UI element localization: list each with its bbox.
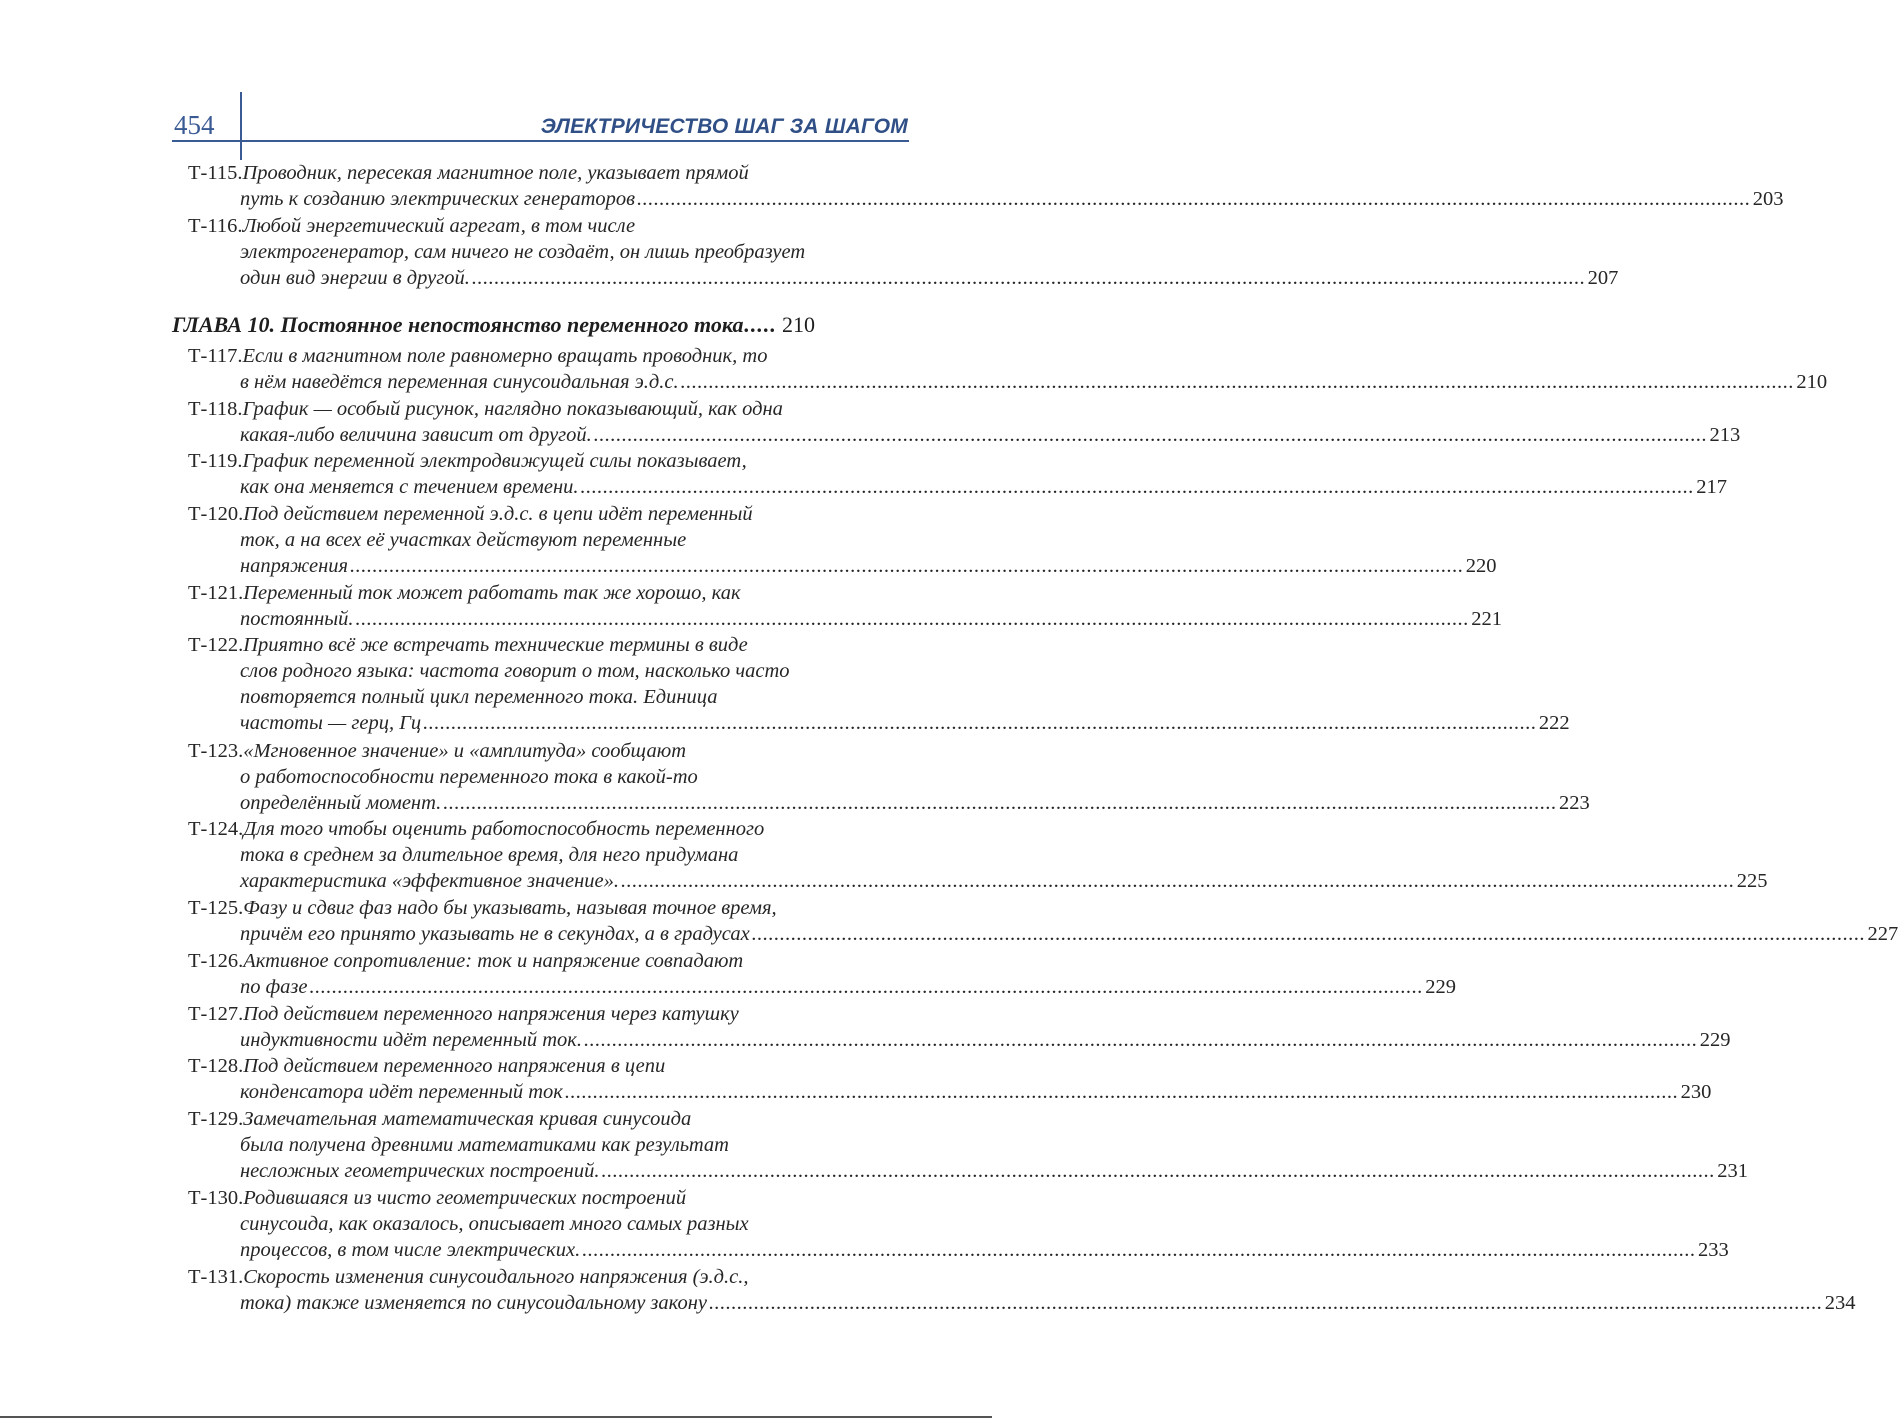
- toc-entry-text: ток, а на всех её участках действуют переменные: [240, 528, 687, 551]
- toc-entry-line: [188, 816, 908, 842]
- toc-entry-line: [188, 658, 908, 684]
- toc-entry[interactable]: [188, 1053, 1712, 1105]
- toc-entry-line: [188, 606, 1503, 632]
- toc-page-number: 230: [1680, 1081, 1712, 1104]
- toc-entry-number: Т-115.: [188, 162, 243, 184]
- toc-entry-line: [188, 448, 908, 474]
- toc-dot-leader: [565, 1079, 1679, 1105]
- toc-entry[interactable]: [188, 816, 1768, 894]
- toc-entry-text: как она меняется с течением времени.: [240, 476, 579, 499]
- toc-entry-text: Под действием переменной э.д.с. в цепи идёт переменный: [243, 502, 753, 525]
- toc-entry-number: Т-119.: [188, 450, 243, 473]
- toc-dot-leader: [443, 790, 1557, 816]
- toc-entry-number: Т-121.: [188, 581, 244, 604]
- toc-entry-text: процессов, в том числе электрических.: [240, 1238, 581, 1261]
- toc-entry-text: тока) также изменяется по синусоидальному закону: [240, 1291, 707, 1314]
- toc-entry-text: была получена древними математиками как результат: [240, 1133, 729, 1156]
- toc-entry-text: по фазе: [240, 975, 308, 998]
- toc-entry-text: Для того чтобы оценить работоспособность переменного: [243, 818, 765, 841]
- toc-entry-text: Под действием переменного напряжения через катушку: [243, 1002, 739, 1025]
- toc-entry-text: напряжения: [240, 554, 349, 577]
- toc-page-number: 220: [1465, 554, 1497, 577]
- toc-dot-leader: [581, 474, 1695, 500]
- toc-entry-text: несложных геометрических построений.: [240, 1159, 600, 1182]
- toc-entry-text: График — особый рисунок, наглядно показывающий, как одна: [242, 397, 783, 420]
- toc-entry-text: постоянный.: [240, 607, 354, 630]
- toc-entry-text: Скорость изменения синусоидального напряжения (э.д.с.,: [243, 1265, 749, 1288]
- toc-entry-text: путь к созданию электрических генераторов: [240, 188, 636, 210]
- toc-entry-number: Т-131.: [188, 1265, 244, 1288]
- toc-entry-line: [188, 868, 1768, 894]
- toc-entry-line: [188, 948, 908, 974]
- toc-entry-line: [188, 921, 1898, 947]
- toc-dot-leader: [601, 1158, 1715, 1184]
- toc-entry-line: [188, 553, 1497, 579]
- toc-entry-line: [188, 1053, 908, 1079]
- toc-dot-leader: [709, 1290, 1823, 1316]
- toc-entry-number: Т-118.: [188, 397, 243, 420]
- toc-dot-leader: [423, 710, 1537, 736]
- toc-entry-text: электрогенератор, сам ничего не создаёт, он лишь преобразует: [240, 240, 806, 263]
- toc-entry-line: [188, 738, 908, 764]
- toc-entry-line: [188, 1079, 1712, 1105]
- toc-page-number: 203: [1752, 188, 1784, 210]
- toc-entry[interactable]: [188, 580, 1503, 632]
- toc-dot-leader: [310, 974, 1424, 1000]
- toc-entry-text: Фазу и сдвиг фаз надо бы указывать, называя точное время,: [243, 897, 777, 920]
- toc-entry-line: [188, 474, 1728, 500]
- toc-entry-line: [188, 1001, 908, 1027]
- toc-entry[interactable]: [188, 160, 1784, 212]
- toc-entry-text: какая-либо величина зависит от другой.: [240, 423, 592, 446]
- toc-entry[interactable]: [188, 1106, 1748, 1184]
- toc-entry-line: [188, 160, 908, 186]
- chapter-leader: .....: [743, 312, 776, 337]
- toc-entry-line: [188, 396, 908, 422]
- toc-entry-line: [188, 1185, 908, 1211]
- toc-entry[interactable]: [188, 343, 1828, 395]
- toc-entry-text: слов родного языка: частота говорит о том, насколько часто: [240, 660, 790, 683]
- toc-entry-text: индуктивности идёт переменный ток.: [240, 1028, 582, 1051]
- toc-entry-line: [188, 1027, 1731, 1053]
- toc-entry-text: синусоида, как оказалось, описывает много самых разных: [240, 1212, 749, 1235]
- toc-entry-line: [188, 186, 1784, 212]
- toc-entry-line: [188, 632, 908, 658]
- toc-entry-number: Т-117.: [188, 345, 243, 367]
- toc-dot-leader: [752, 921, 1866, 947]
- toc-entry[interactable]: [188, 948, 1457, 1000]
- toc-entry-line: [188, 790, 1590, 816]
- toc-page-number: 217: [1696, 476, 1728, 499]
- toc-entry-number: Т-122.: [188, 634, 244, 657]
- toc-page-number: 207: [1587, 266, 1619, 289]
- toc-entry-number: Т-123.: [188, 739, 244, 762]
- toc-entry-text: причём его принято указывать не в секундах, а в градусах: [240, 923, 750, 946]
- toc-entry-line: [188, 1106, 908, 1132]
- toc-entry-text: Приятно всё же встречать технические термины в виде: [243, 634, 748, 657]
- toc-page-number: 227: [1867, 923, 1898, 946]
- toc-entry[interactable]: [188, 501, 1497, 579]
- toc-dot-leader: [594, 422, 1708, 448]
- toc-entry-line: [188, 1290, 1856, 1316]
- toc-page-number: 213: [1709, 423, 1741, 446]
- toc-entry-line: [188, 710, 1570, 736]
- toc-entry-line: [188, 527, 908, 553]
- toc-entry-line: [188, 1132, 908, 1158]
- toc-page-number: 210: [1796, 371, 1828, 393]
- toc-page-number: 229: [1425, 975, 1457, 998]
- toc-entry-number: Т-116.: [188, 214, 243, 237]
- toc-entry-text: Активное сопротивление: ток и напряжение совпадают: [243, 949, 744, 972]
- toc-entry-text: Если в магнитном поле равномерно вращать проводник, то: [242, 345, 768, 367]
- toc-entry-line: [188, 422, 1741, 448]
- running-title: ЭЛЕКТРИЧЕСТВО ШАГ ЗА ШАГОМ: [540, 115, 908, 138]
- toc-entry-text: характеристика «эффективное значение».: [240, 870, 619, 893]
- toc-entry-line: [188, 239, 908, 265]
- toc-entry[interactable]: [188, 1185, 1729, 1263]
- toc-page-number: 231: [1717, 1159, 1748, 1182]
- toc-page-number: 233: [1697, 1238, 1729, 1261]
- toc-entry-text: «Мгновенное значение» и «амплитуда» сообщают: [243, 739, 687, 762]
- toc-entry-number: Т-130.: [188, 1186, 244, 1209]
- toc-entry-number: Т-120.: [188, 502, 244, 525]
- page-bottom-rule: [0, 1416, 992, 1418]
- toc-entry-text: Замечательная математическая кривая синусоида: [243, 1107, 692, 1130]
- toc-entry-text: Переменный ток может работать так же хорошо, как: [243, 581, 741, 604]
- toc-entry[interactable]: [188, 1264, 1856, 1316]
- toc-page-number: 222: [1538, 712, 1570, 735]
- toc-entry[interactable]: [188, 738, 1590, 816]
- toc-entry-line: [188, 343, 908, 369]
- toc-dot-leader: [356, 606, 1470, 632]
- toc-entry[interactable]: [188, 396, 1741, 448]
- toc-entry[interactable]: [188, 448, 1728, 500]
- toc-entry-line: [188, 764, 908, 790]
- chapter-heading[interactable]: [172, 310, 908, 340]
- page-number: 454: [174, 110, 215, 140]
- toc-page-number: 223: [1559, 791, 1590, 814]
- toc-entry-line: [188, 501, 908, 527]
- toc-entry-text: конденсатора идёт переменный ток: [240, 1081, 563, 1104]
- toc-entry-text: Под действием переменного напряжения в цепи: [243, 1055, 666, 1078]
- chapter-page-number: 210: [781, 312, 815, 337]
- toc-entry[interactable]: [188, 632, 1570, 736]
- toc-entry-line: [188, 1264, 908, 1290]
- toc-entry-text: в нём наведётся переменная синусоидальная э.д.с.: [240, 371, 679, 393]
- toc-page-number: 229: [1699, 1028, 1731, 1051]
- toc-entry-number: Т-128.: [188, 1055, 244, 1078]
- toc-entry-line: [188, 1158, 1748, 1184]
- toc-entry-line: [188, 842, 908, 868]
- toc-page-number: 225: [1736, 870, 1768, 893]
- toc-entry-number: Т-124.: [188, 818, 244, 841]
- toc-entry-text: График переменной электродвижущей силы показывает,: [242, 450, 747, 473]
- toc-entry-text: частоты — герц, Гц: [240, 712, 422, 735]
- toc-dot-leader: [582, 1237, 1696, 1263]
- toc-entry-line: [188, 369, 1828, 395]
- toc-entry-line: [188, 213, 908, 239]
- toc-entry-number: Т-127.: [188, 1002, 244, 1025]
- toc-entry-number: Т-126.: [188, 949, 244, 972]
- toc-entry-text: один вид энергии в другой.: [240, 266, 470, 289]
- toc-dot-leader: [584, 1027, 1698, 1053]
- toc-dot-leader: [350, 553, 1464, 579]
- toc-page-number: 221: [1471, 607, 1503, 630]
- toc-entry-line: [188, 1211, 908, 1237]
- toc-entry-line: [188, 580, 908, 606]
- chapter-title: ГЛАВА 10. Постоянное непостоянство переменного тока: [172, 312, 744, 337]
- toc-entry-line: [188, 895, 908, 921]
- toc-entry-number: Т-129.: [188, 1107, 244, 1130]
- toc-entry[interactable]: [188, 213, 1619, 291]
- toc-page-number: 234: [1824, 1291, 1856, 1314]
- toc-entry-text: Любой энергетический агрегат, в том числе: [242, 214, 636, 237]
- toc-entry-line: [188, 974, 1457, 1000]
- toc-entry-text: Проводник, пересекая магнитное поле, указывает прямой: [242, 162, 749, 184]
- toc-entry[interactable]: [188, 895, 1898, 947]
- toc-entry-text: Родившаяся из чисто геометрических построений: [243, 1186, 687, 1209]
- toc-entry-text: повторяется полный цикл переменного тока. Единица: [240, 686, 718, 709]
- toc-entry-text: о работоспособности переменного тока в какой-то: [240, 765, 698, 788]
- toc-entry[interactable]: [188, 1001, 1731, 1053]
- toc-entry-line: [188, 684, 908, 710]
- toc-dot-leader: [472, 265, 1586, 291]
- toc-entry-number: Т-125.: [188, 897, 244, 920]
- toc-entry-line: [188, 1237, 1729, 1263]
- toc-dot-leader: [621, 868, 1735, 894]
- toc-dot-leader: [681, 369, 1795, 395]
- toc-entry-text: тока в среднем за длительное время, для него придумана: [240, 844, 739, 867]
- toc-entry-line: [188, 265, 1619, 291]
- toc-dot-leader: [637, 186, 1751, 212]
- toc-entry-text: определённый момент.: [240, 791, 442, 814]
